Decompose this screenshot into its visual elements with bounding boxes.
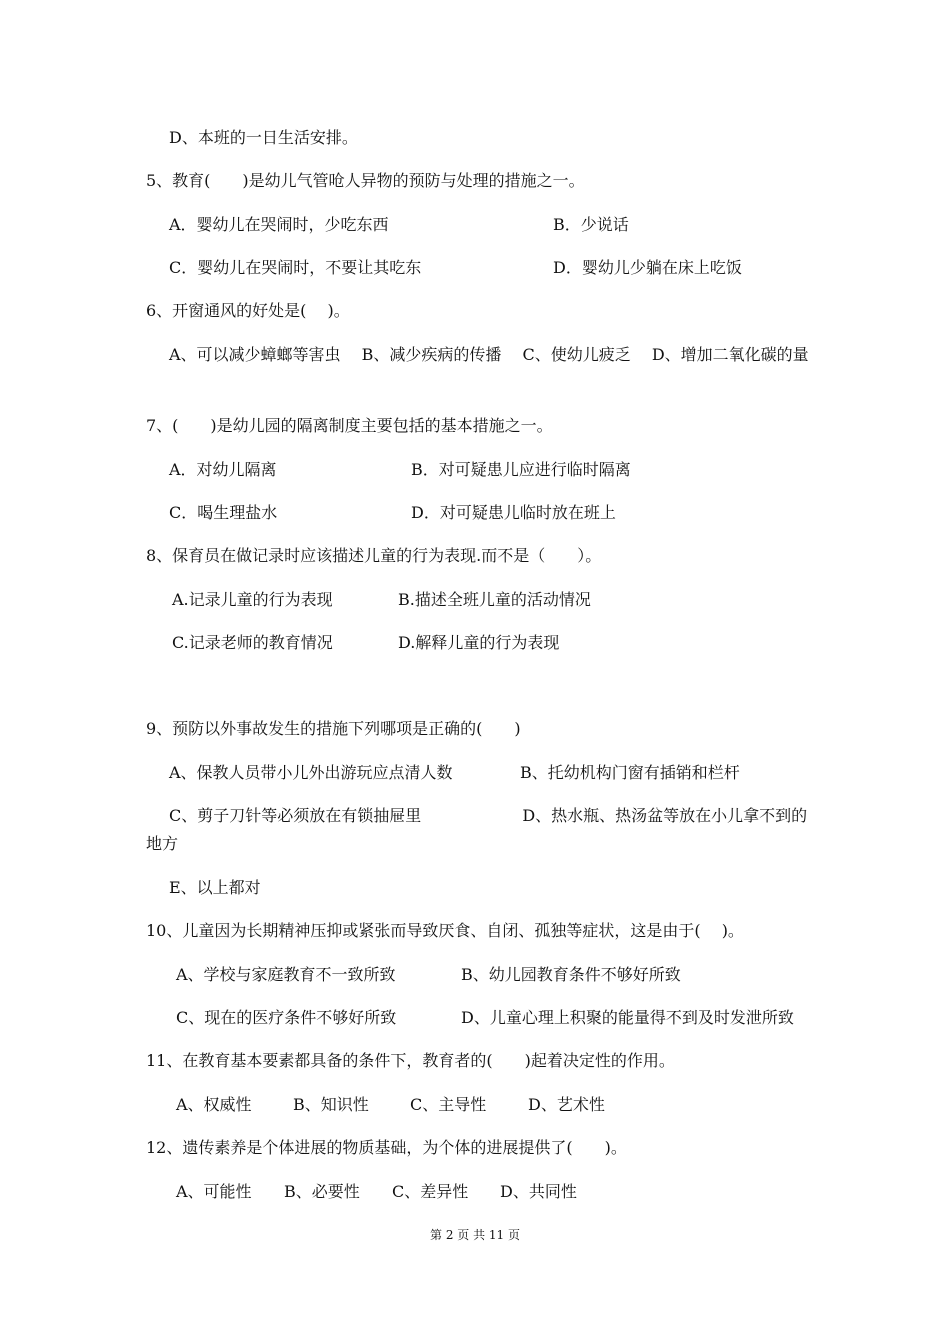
q12-option-b: B、必要性 [284,1182,360,1201]
q4-option-d: D、本班的一日生活安排。 [169,128,358,147]
q6-stem: 6、开窗通风的好处是( )。 [146,301,350,320]
q8-option-a: A.记录儿童的行为表现 [172,590,333,609]
q10-option-a: A、学校与家庭教育不一致所致 [176,965,396,984]
page-number: 第 2 页 共 11 页 [430,1228,520,1242]
q8-stem: 8、保育员在做记录时应该描述儿童的行为表现.而不是（ ）。 [146,546,602,565]
q9-option-e: E、以上都对 [169,878,261,897]
q12-option-c: C、差异性 [392,1182,469,1201]
q9-option-b: B、托幼机构门窗有插销和栏杆 [520,763,740,782]
q6-options: A、可以减少蟑螂等害虫 B、减少疾病的传播 C、使幼儿疲乏 D、增加二氧化碳的量 [169,345,809,364]
q11-option-a: A、权威性 [176,1095,252,1114]
q9-option-a: A、保教人员带小儿外出游玩应点清人数 [169,763,453,782]
q11-option-b: B、知识性 [293,1095,369,1114]
q5-option-c: C．婴幼儿在哭闹时，不要让其吃东 [169,258,422,277]
q8-option-b: B.描述全班儿童的活动情况 [398,590,591,609]
q7-option-a: A．对幼儿隔离 [169,460,277,479]
q7-option-d: D．对可疑患儿临时放在班上 [411,503,616,522]
q11-stem: 11、在教育基本要素都具备的条件下，教育者的( )起着决定性的作用。 [146,1051,675,1070]
q12-option-a: A、可能性 [176,1182,252,1201]
q5-stem: 5、教育( )是幼儿气管呛人异物的预防与处理的措施之一。 [146,171,585,190]
q5-option-b: B．少说话 [553,215,629,234]
q8-option-d: D.解释儿童的行为表现 [398,633,560,652]
q9-stem: 9、预防以外事故发生的措施下列哪项是正确的( ) [146,719,521,738]
q9-option-c-d: C、剪子刀针等必须放在有锁抽屉里 D、热水瓶、热汤盆等放在小儿拿不到的地方 [146,806,808,853]
q8-option-c: C.记录老师的教育情况 [172,633,333,652]
q7-stem: 7、( )是幼儿园的隔离制度主要包括的基本措施之一。 [146,416,553,435]
q10-stem: 10、儿童因为长期精神压抑或紧张而导致厌食、自闭、孤独等症状，这是由于( )。 [146,921,744,940]
q11-option-c: C、主导性 [410,1095,487,1114]
q10-option-d: D、儿童心理上积聚的能量得不到及时发泄所致 [461,1008,794,1027]
q12-option-d: D、共同性 [500,1182,577,1201]
q11-option-d: D、艺术性 [528,1095,605,1114]
q12-stem: 12、遗传素养是个体进展的物质基础，为个体的进展提供了( )。 [146,1138,627,1157]
q10-option-b: B、幼儿园教育条件不够好所致 [461,965,681,984]
q10-option-c: C、现在的医疗条件不够好所致 [176,1008,397,1027]
q7-option-c: C．喝生理盐水 [169,503,278,522]
q5-option-a: A．婴幼儿在哭闹时，少吃东西 [169,215,389,234]
q7-option-b: B．对可疑患儿应进行临时隔离 [411,460,631,479]
q5-option-d: D．婴幼儿少躺在床上吃饭 [553,258,742,277]
